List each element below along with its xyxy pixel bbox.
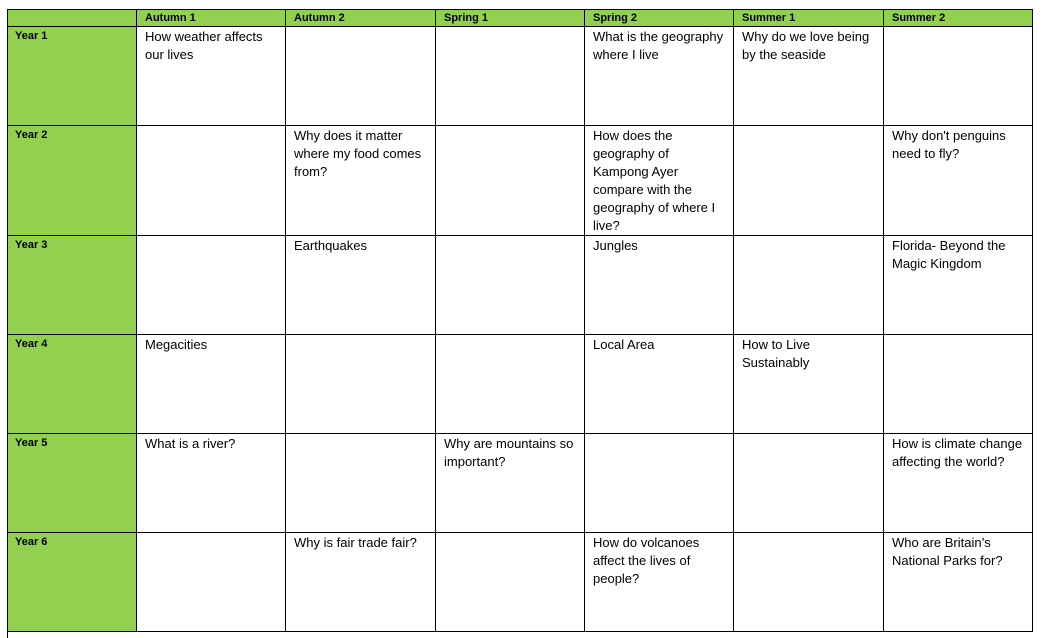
topic-cell: Jungles xyxy=(585,236,734,335)
header-row xyxy=(8,10,1033,27)
header-spring-2: Spring 2 xyxy=(585,10,734,27)
topic-cell xyxy=(286,27,436,126)
geography-curriculum-table xyxy=(7,9,1033,632)
topic-cell: How is climate change affecting the world? xyxy=(884,434,1033,533)
table-row-year-4 xyxy=(8,335,1033,434)
topic-cell xyxy=(436,236,585,335)
table-row-year-3 xyxy=(8,236,1033,335)
table-row-year-5 xyxy=(8,434,1033,533)
topic-cell xyxy=(884,27,1033,126)
year-label: Year 1 xyxy=(8,27,137,126)
topic-cell xyxy=(286,335,436,434)
topic-cell: Megacities xyxy=(137,335,286,434)
header-summer-2: Summer 2 xyxy=(884,10,1033,27)
topic-cell: Why is fair trade fair? xyxy=(286,533,436,632)
table-row-year-1 xyxy=(8,27,1033,126)
topic-cell: Why don't penguins need to fly? xyxy=(884,126,1033,236)
year-label: Year 3 xyxy=(8,236,137,335)
year-label: Year 6 xyxy=(8,533,137,632)
topic-cell: Florida- Beyond the Magic Kingdom xyxy=(884,236,1033,335)
header-corner xyxy=(8,10,137,27)
topic-cell: Why do we love being by the seaside xyxy=(734,27,884,126)
topic-cell xyxy=(734,126,884,236)
topic-cell: Local Area xyxy=(585,335,734,434)
topic-cell xyxy=(436,533,585,632)
topic-cell xyxy=(286,434,436,533)
topic-cell: What is the geography where I live xyxy=(585,27,734,126)
table-row-year-6 xyxy=(8,533,1033,632)
topic-cell: Why does it matter where my food comes from? xyxy=(286,126,436,236)
topic-cell xyxy=(734,236,884,335)
topic-cell xyxy=(734,434,884,533)
header-summer-1: Summer 1 xyxy=(734,10,884,27)
topic-cell: What is a river? xyxy=(137,434,286,533)
topic-cell: How do volcanoes affect the lives of people? xyxy=(585,533,734,632)
topic-cell: How weather affects our lives xyxy=(137,27,286,126)
topic-cell xyxy=(137,236,286,335)
topic-cell xyxy=(585,434,734,533)
topic-cell xyxy=(884,335,1033,434)
topic-cell: Who are Britain’s National Parks for? xyxy=(884,533,1033,632)
topic-cell: How does the geography of Kampong Ayer compare with the geography of where I live? xyxy=(585,126,734,236)
header-autumn-1: Autumn 1 xyxy=(137,10,286,27)
year-label: Year 4 xyxy=(8,335,137,434)
topic-cell xyxy=(734,533,884,632)
topic-cell: Why are mountains so important? xyxy=(436,434,585,533)
year-label: Year 5 xyxy=(8,434,137,533)
topic-cell: Earthquakes xyxy=(286,236,436,335)
topic-cell xyxy=(137,126,286,236)
header-spring-1: Spring 1 xyxy=(436,10,585,27)
year-label: Year 2 xyxy=(8,126,137,236)
topic-cell: How to Live Sustainably xyxy=(734,335,884,434)
table-row-year-2 xyxy=(8,126,1033,236)
header-autumn-2: Autumn 2 xyxy=(286,10,436,27)
topic-cell xyxy=(436,335,585,434)
page-edge-divider xyxy=(7,629,8,638)
topic-cell xyxy=(436,27,585,126)
topic-cell xyxy=(137,533,286,632)
topic-cell xyxy=(436,126,585,236)
